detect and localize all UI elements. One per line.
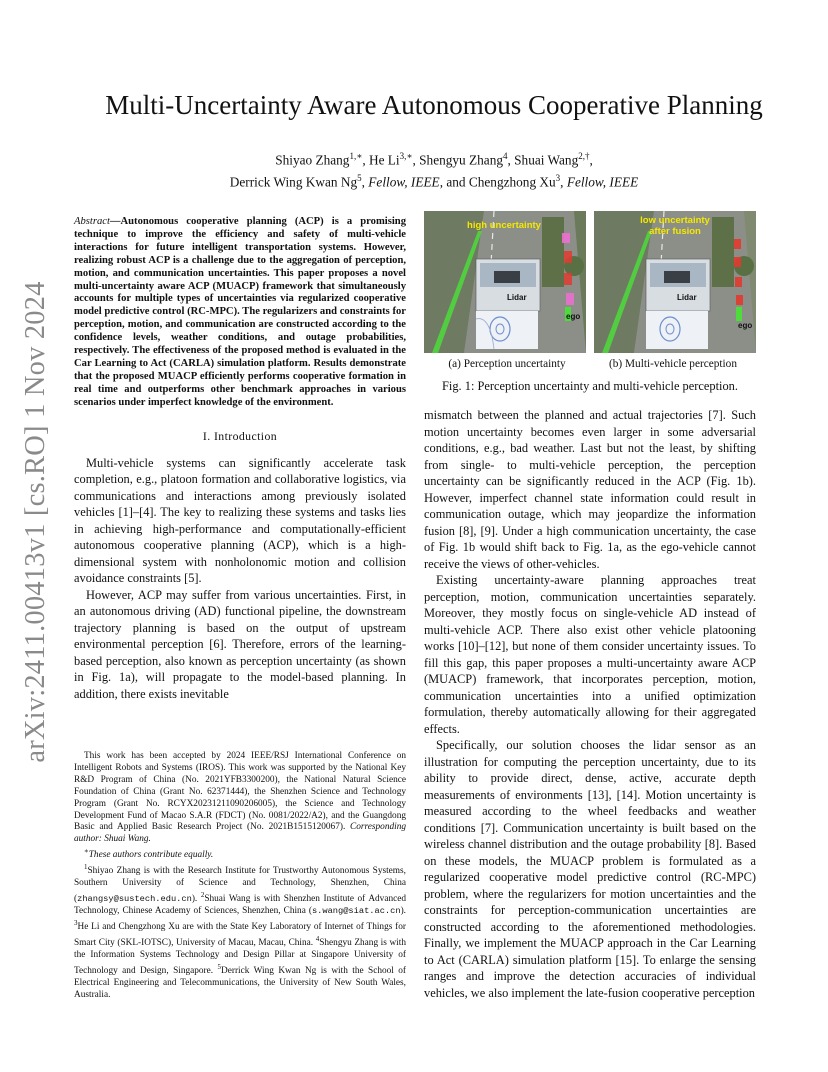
footnote-equal-contribution: ∗These authors contribute equally.	[84, 847, 214, 861]
author-name: Shengyu Zhang	[419, 152, 503, 168]
author-name: Chengzhong Xu	[468, 174, 556, 190]
abstract-text: Autonomous cooperative planning (ACP) is a promising technique to improve the efficiency and safety of multi-vehicle interactions for future intelligent transportation systems. However, realizing robust ACP is a challenge due to the aggregation of perception, motion, and communication uncertainties. This paper proposes a novel multi-uncertainty aware ACP (MUACP) framework that simultaneously accounts for multiple types of uncertainties via regularized cooperative model predictive control (RC-MPC). The regularizers and constraints for perception, motion, and communication are constructed according to the confidence levels, weather conditions, and outage probabilities, respectively. The effectiveness of the proposed method is evaluated in the Car Learning to Act (CARLA) simulation platform. Results demonstrate that the proposed MUACP efficiently performs cooperative formation in real time and outperforms other benchmark approaches in various scenarios under imperfect knowledge of the environment.	[74, 216, 406, 408]
author-name: Shuai Wang	[514, 152, 579, 168]
author-role: Fellow, IEEE	[566, 174, 639, 190]
affiliation-mark: 3,∗	[399, 151, 413, 161]
figure-caption: Fig. 1: Perception uncertainty and multi-vehicle perception.	[442, 379, 738, 393]
subcaption-a: (a) Perception uncertainty	[448, 358, 566, 370]
author-role: Fellow, IEEE	[368, 174, 440, 190]
ego-label: ego	[738, 321, 753, 330]
footnote-affiliations: $^1$Shiyao Zhang is with the Research Institute for Trustworthy Autonomous Systems, Southern University of Science and Technology, Shenzhen, China (zhangsy@sustech.edu.cn). $^2$Shuai Wang is with Shenzhen Institute of Advanced Technology, Chinese Academy of Sciences, Shenzhen, China (s.wang@siat.ac.cn). $^3$He Li and Chengzhong Xu are with the State Key Laboratory of Internet of Things for Smart City (SKL-IOTSC), University of Macau, Macau, China. $^4$Shengyu Zhang is with the Information Systems Technology and Design Pillar at Singapore University of Technology and Design, Singapore. $^5$Derrick Wing Kwan Ng is with the School of Electrical Engineering and Telecommunications, the University of New South Wales, Australia.	[74, 863, 407, 1000]
corresponding-author: Corresponding author: Shuai Wang.	[74, 822, 406, 845]
intro-paragraph-2: However, ACP may suffer from various uncertainties. First, in an autonomous driving (AD) functional pipeline, the downstream trajectory planning is based on the output of upstream environmental perception [6]. Therefore, errors of the learning-based perception, also known as perception uncertainty (as shown in Fig. 1a), will propagate to the model-based planning. In addition, there exists inevitable	[74, 587, 406, 701]
ego-label: ego	[566, 312, 581, 321]
section-heading-introduction: I. Introduction	[202, 428, 278, 443]
author-name: Shiyao Zhang	[275, 152, 350, 168]
figure-panel-a	[424, 211, 586, 353]
author-list	[60, 147, 808, 192]
footnote-acceptance: This work has been accepted by 2024 IEEE/RSJ International Conference on Intelligent Robots and Systems (IROS). This work was supported by the National Key R&D Program of China (No. 2021YFB3300200), the National Natural Science Foundation of China (Grant No. 62371444), the Shenzhen Science and Technology Program (Grant No. RCYX20231211090206005), the Science and Technology Development Fund of Macao S.A.R (FDCT) (No. 0081/2022/A2), and the Guangdong Basic and Applied Basic Research Project (No. 2021B1515120067). Corresponding author: Shuai Wang.	[74, 751, 406, 845]
author-name: Derrick Wing Kwan Ng	[229, 174, 358, 190]
right-paragraph-3: Specifically, our solution chooses the lidar sensor as an illustration for computing the perception uncertainty, due to its ability to provide direct, dense, active, accurate depth measurements of environments [13], [14]. Motion uncertainty is measured according to the wheel feedbacks and weather conditions [7]. Communication uncertainty is built based on the wireless channel distribution and the outage probability [8]. Based on these models, the MUACP problem is formulated as a regularized cooperative model predictive control (RC-MPC) problem, where the regularizers for motion uncertainties and the constraints for perception-communication uncertainties are constructed according to the aforementioned methodologies. Finally, we implement the MUACP approach in the Car Learning to Act (CARLA) simulation platform [15]. To enlarge the sensing ranges and improve the detection accuracies of individual vehicles, we also implement the late-fusion cooperative perception	[424, 738, 756, 1000]
affiliation-mark: 3	[555, 173, 561, 184]
right-column	[424, 407, 756, 1001]
affiliation-mark: 2,†	[578, 151, 590, 161]
paper-title: Multi-Uncertainty Aware Autonomous Cooperative Planning	[105, 90, 763, 120]
high-uncertainty-label: high uncertainty	[467, 220, 541, 231]
perception-scene-image	[424, 211, 586, 353]
low-uncertainty-label: low uncertainty after fusion	[640, 215, 710, 237]
author-name: He Li	[368, 152, 400, 168]
affiliation-mark: 5	[357, 173, 362, 184]
author-line-1: Shiyao Zhang$^{1,∗}$, He $Li^{3,∗}$, Shengyu Zhang$^4$, Shuai Wang$^{2,\dagger}$,	[275, 151, 593, 168]
email-link[interactable]: zhangsy@sustech.edu.cn	[77, 894, 192, 905]
right-paragraph-1: mismatch between the planned and actual trajectories [7]. Such motion uncertainty becomes even larger in some adversarial conditions, e.g., bad weather. Last but not the least, by shifting from single- to multi-vehicle perception, the perception uncertainty can be significantly reduced in the ACP (Fig. 1b). However, imperfect channel state information could result in communication outage, which may jeopardize the information fusion [8], [9]. Under a high communication uncertainty, the case of Fig. 1b would shift back to Fig. 1a, as the ego-vehicle cannot receive the views of other-vehicles.	[424, 408, 756, 571]
left-column	[74, 216, 406, 702]
subcaption-b: (b) Multi-vehicle perception	[609, 358, 737, 370]
lidar-label: Lidar	[677, 293, 697, 302]
email-link[interactable]: s.wang@siat.ac.cn	[311, 906, 401, 917]
figure-1	[424, 211, 756, 397]
abstract-label: Abstract	[74, 216, 110, 227]
affiliation-mark: 4	[503, 151, 508, 161]
figure-panel-b	[594, 211, 756, 353]
footnotes	[74, 751, 406, 1002]
intro-paragraph-1: Multi-vehicle systems can significantly accelerate task completion, e.g., platoon formation and collaborative logistics, via communications and interactions among previously isolated vehicles [1]–[4]. The key to realizing these systems and tasks lies in achieving high-performance and computationally-efficient autonomous cooperative planning (ACP), which is a high-dimensional system with nonholonomic motion and collision avoidance constraints [5].	[74, 455, 406, 586]
author-line-2: Derrick Wing Kwan Ng$^5$, Fellow, IEEE, and Chengzhong Xu$^3$, Fellow, IEEE	[229, 173, 639, 190]
affiliation-mark: 1,∗	[349, 151, 363, 161]
abstract: Abstract—Autonomous cooperative planning (ACP) is a promising technique to improve the efficiency and safety of multi-vehicle interactions for future intelligent transportation systems. However, realizing robust ACP is a challenge due to the aggregation of perception, motion, and communication uncertainties. This paper proposes a novel multi-uncertainty aware ACP (MUACP) framework that simultaneously accounts for multiple types of uncertainties via regularized cooperative model predictive control (RC-MPC). The regularizers and constraints for perception, motion, and communication are constructed according to the confidence levels, weather conditions, and outage probabilities, respectively. The effectiveness of the proposed method is evaluated in the Car Learning to Act (CARLA) simulation platform. Results demonstrate that the proposed MUACP efficiently performs cooperative formation in real time and outperforms other benchmark approaches in various scenarios under imperfect knowledge of the environment.	[74, 216, 406, 408]
author-conjunction: and	[446, 174, 466, 190]
right-paragraph-2: Existing uncertainty-aware planning approaches treat perception, motion, communication uncertainties separately. Moreover, they mostly focus on single-vehicle AD instead of multi-vehicle ACP. There also exist other vehicle platooning works [10]–[12], but none of them consider uncertainty issues. To fill this gap, this paper proposes a multi-uncertainty aware ACP (MUACP) framework, that incorporates perception, motion, communication uncertainties into a unified optimization formulation, thereby automatically allowing for their aggregated effects.	[424, 573, 756, 736]
arxiv-identifier: arXiv:2411.00413v1 [cs.RO] 1 Nov 2024	[20, 281, 51, 763]
lidar-label: Lidar	[507, 293, 527, 302]
